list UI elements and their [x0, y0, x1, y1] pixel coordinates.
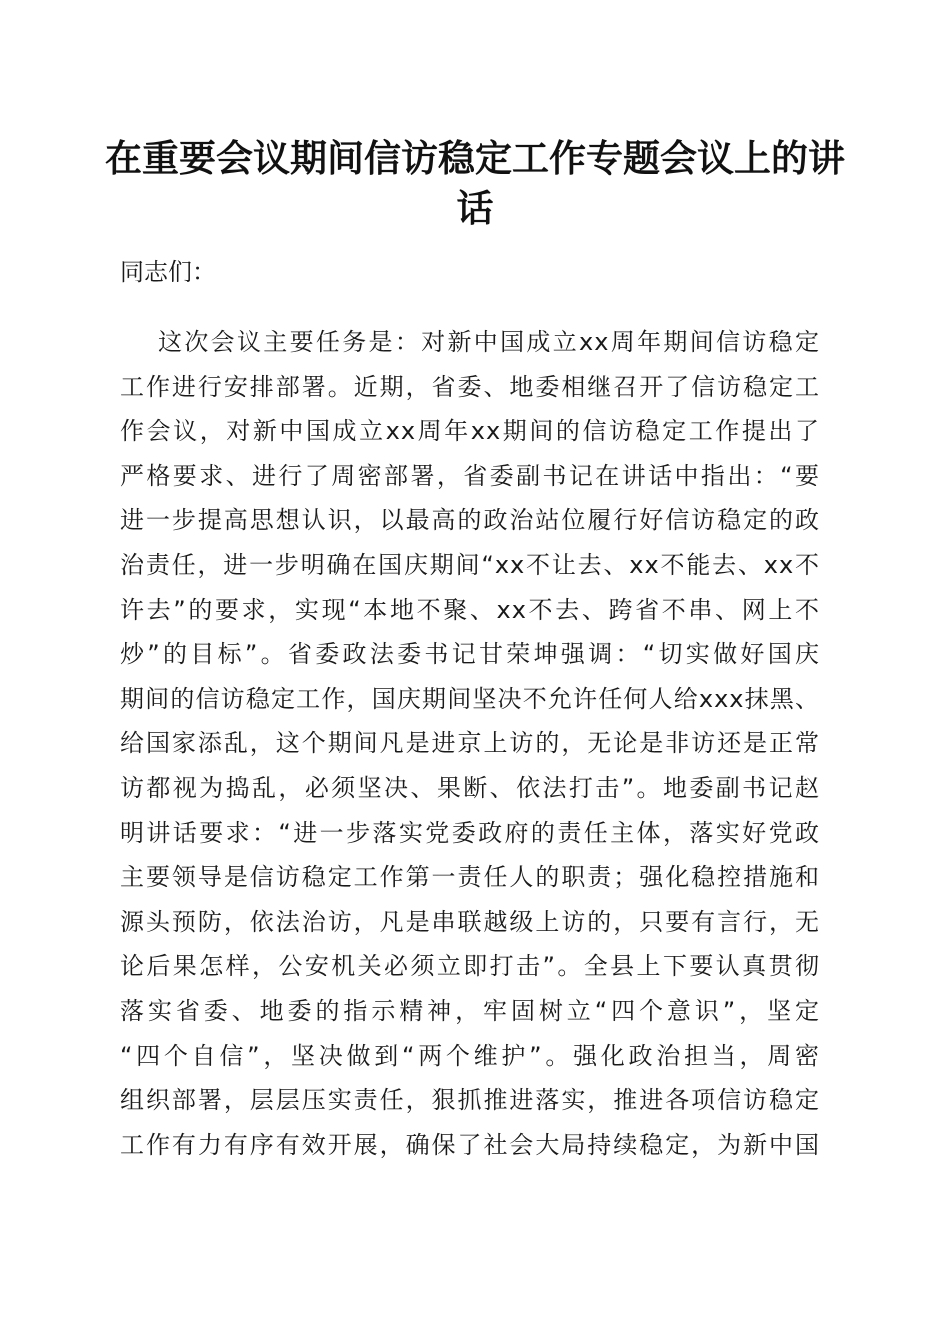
- text-line: 治责任，进一步明确在国庆期间“xx不让去、xx不能去、xx不: [120, 550, 820, 579]
- text-line: 严格要求、进行了周密部署，省委副书记在讲话中指出：“要: [120, 461, 820, 490]
- salutation: 同志们：: [120, 258, 216, 286]
- text-line: “四个自信”，坚决做到“两个维护”。强化政治担当，周密: [120, 1041, 820, 1070]
- text-line: 许去”的要求，实现“本地不聚、xx不去、跨省不串、网上不: [120, 595, 820, 624]
- text-line: 作会议，对新中国成立xx周年xx期间的信访稳定工作提出了: [120, 417, 820, 446]
- text-line: 这次会议主要任务是：对新中国成立xx周年期间信访稳定: [158, 328, 820, 356]
- text-line: 论后果怎样，公安机关必须立即打击”。全县上下要认真贯彻: [120, 952, 820, 981]
- text-line: 主要领导是信访稳定工作第一责任人的职责；强化稳控措施和: [120, 863, 820, 892]
- text-line: 源头预防，依法治访，凡是串联越级上访的，只要有言行，无: [120, 907, 820, 936]
- text-line: 组织部署，层层压实责任，狠抓推进落实，推进各项信访稳定: [120, 1086, 820, 1115]
- text-line: 工作有力有序有效开展，确保了社会大局持续稳定，为新中国: [120, 1130, 820, 1159]
- text-line: 明讲话要求：“进一步落实党委政府的责任主体，落实好党政: [120, 818, 820, 847]
- text-line: 工作进行安排部署。近期，省委、地委相继召开了信访稳定工: [120, 372, 820, 401]
- text-line: 给国家添乱，这个期间凡是进京上访的，无论是非访还是正常: [120, 729, 820, 758]
- text-line: 访都视为捣乱，必须坚决、果断、依法打击”。地委副书记赵: [120, 773, 820, 802]
- text-line: 落实省委、地委的指示精神，牢固树立“四个意识”，坚定: [120, 996, 820, 1025]
- text-line: 期间的信访稳定工作，国庆期间坚决不允许任何人给xxx抹黑、: [120, 684, 820, 713]
- text-line: 炒”的目标”。省委政法委书记甘荣坤强调：“切实做好国庆: [120, 640, 820, 669]
- text-line: 进一步提高思想认识，以最高的政治站位履行好信访稳定的政: [120, 506, 820, 535]
- body-paragraph: [120, 322, 820, 1169]
- document-title: 在重要会议期间信访稳定工作专题会议上的讲话: [105, 136, 845, 230]
